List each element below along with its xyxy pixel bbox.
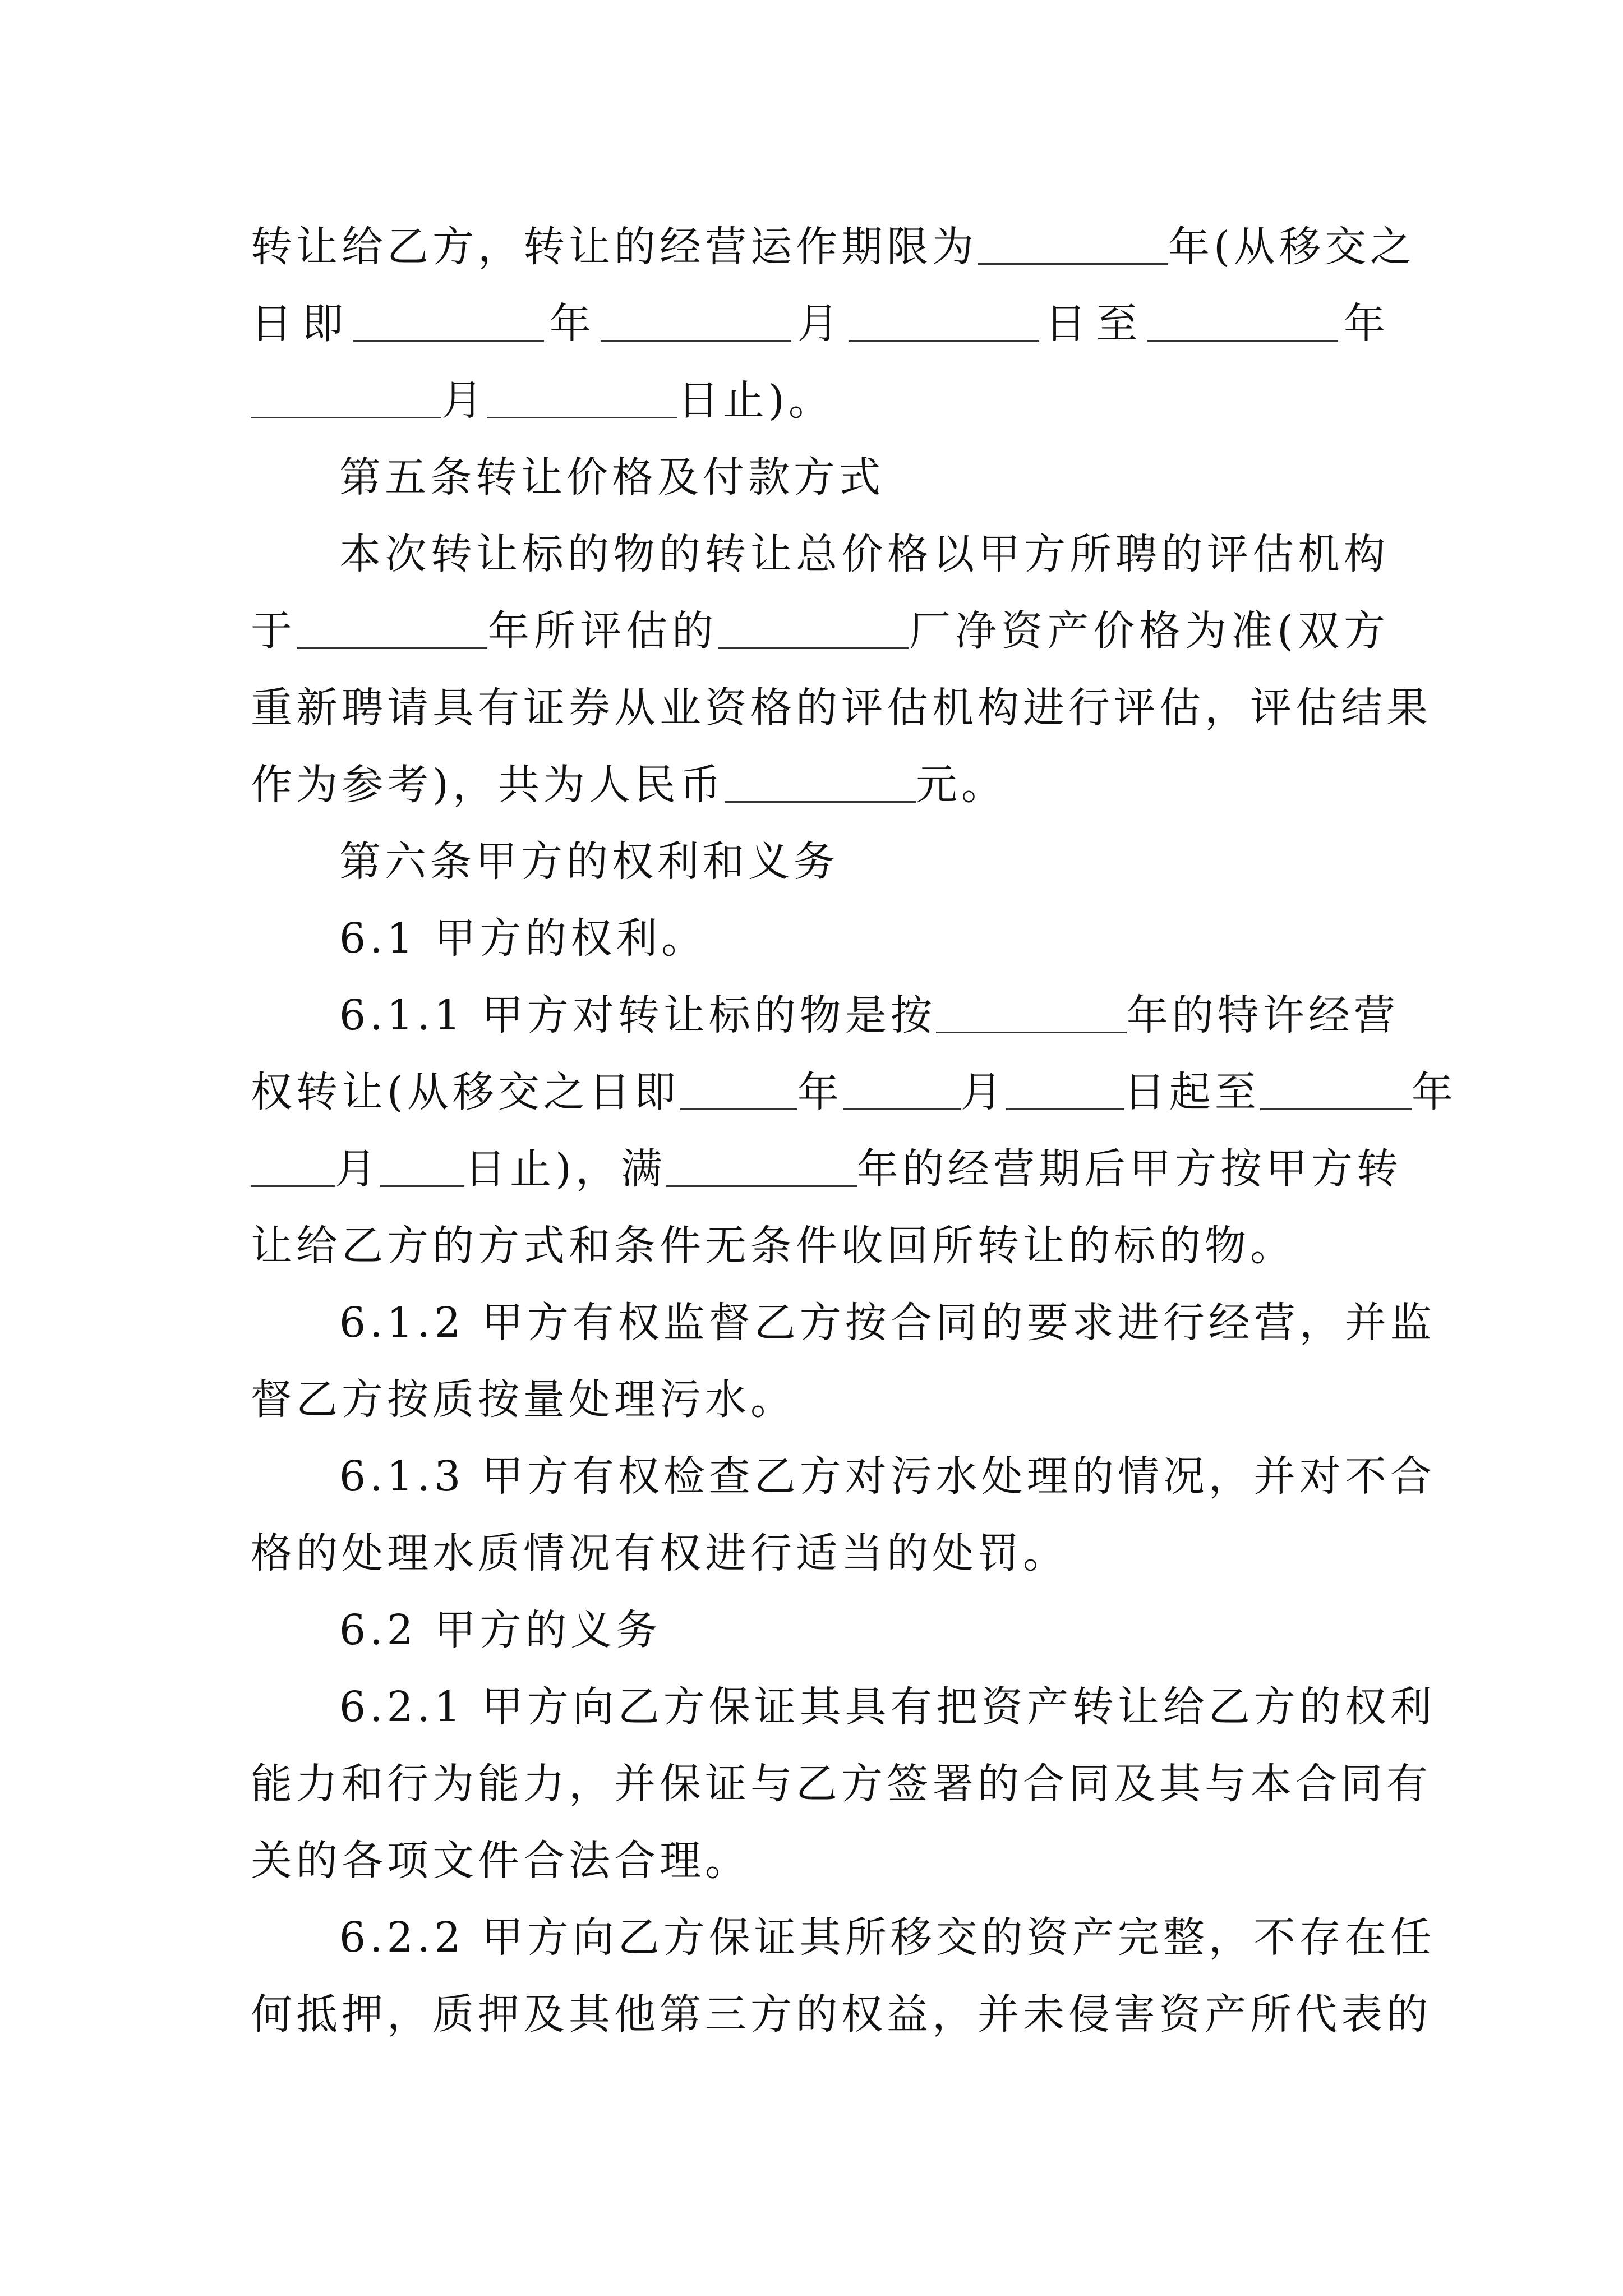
text-segment: 日即 — [251, 300, 353, 348]
text-segment: 第六条甲方的权利和义务 — [339, 838, 839, 886]
text-segment: 转让给乙方，转让的经营运作期限为 — [251, 223, 978, 271]
text-line — [251, 209, 1415, 286]
text-segment: 让给乙方的方式和条件无条件收回所转让的标的物。 — [251, 1222, 1295, 1270]
fill-blank[interactable] — [487, 379, 677, 418]
text-segment: 第五条转让价格及付款方式 — [339, 453, 884, 501]
text-segment: 关的各项文件合法合理。 — [251, 1837, 750, 1885]
text-line — [251, 362, 1389, 439]
text-segment: 日起至 — [1123, 1068, 1260, 1116]
fill-blank[interactable] — [849, 302, 1039, 342]
text-segment: 年的经营期后甲方按甲方转 — [856, 1145, 1402, 1193]
text-segment: 日止)，满 — [464, 1145, 666, 1193]
text-segment: 厂净资产价格为准(双方 — [909, 607, 1390, 655]
text-segment: 作为参考)，共为人民币 — [251, 761, 725, 809]
text-segment: 6.1 甲方的权利。 — [339, 914, 707, 963]
text-line — [251, 1515, 1389, 1592]
text-segment: 年 — [1411, 1068, 1457, 1116]
fill-blank[interactable] — [353, 302, 544, 342]
text-line — [251, 1823, 1389, 1899]
text-segment: 本次转让标的物的转让总价格以甲方所聘的评估机构 — [339, 530, 1389, 578]
fill-blank[interactable] — [936, 993, 1127, 1033]
text-segment: 6.1.3 甲方有权检查乙方对污水处理的情况，并对不合 — [339, 1452, 1436, 1501]
text-line — [251, 1976, 1432, 2053]
text-segment: 年的特许经营 — [1126, 991, 1399, 1039]
text-segment: 6.1.2 甲方有权监督乙方按合同的要求进行经营，并监 — [339, 1299, 1436, 1347]
text-segment: 月 — [791, 300, 849, 348]
text-segment: 年 — [543, 300, 601, 348]
text-segment: 于 — [251, 607, 297, 655]
text-segment: 6.1.1 甲方对转让标的物是按 — [339, 991, 936, 1039]
text-segment: 督乙方按质按量处理污水。 — [251, 1375, 796, 1424]
text-segment: 6.2.2 甲方向乙方保证其所移交的资产完整，不存在任 — [339, 1913, 1436, 1962]
text-segment: 能力和行为能力，并保证与乙方签署的合同及其与本合同有 — [251, 1760, 1432, 1808]
text-segment: 月 — [335, 1145, 380, 1193]
subsection-heading — [251, 1592, 1389, 1669]
text-line — [251, 1054, 1457, 1131]
fill-blank[interactable] — [1260, 1070, 1412, 1110]
fill-blank[interactable] — [680, 1070, 797, 1110]
fill-blank[interactable] — [1006, 1070, 1124, 1110]
fill-blank[interactable] — [843, 1070, 961, 1110]
fill-blank[interactable] — [380, 1147, 464, 1187]
text-segment: 何抵押，质押及其他第三方的权益，并未侵害资产所代表的 — [251, 1990, 1432, 2039]
fill-blank[interactable] — [978, 225, 1168, 265]
text-line — [251, 1131, 1402, 1208]
document-body — [251, 209, 1457, 2053]
text-line — [251, 286, 1389, 362]
text-segment: 格的处理水质情况有权进行适当的处罚。 — [251, 1529, 1068, 1577]
text-segment: 元。 — [915, 761, 1007, 809]
text-line — [251, 516, 1389, 593]
text-line — [251, 593, 1389, 670]
text-segment: 年 — [797, 1068, 843, 1116]
text-segment: 权转让(从移交之日即 — [251, 1068, 680, 1116]
text-line — [251, 1746, 1432, 1823]
text-line — [251, 1208, 1389, 1285]
text-line — [251, 1669, 1436, 1746]
fill-blank[interactable] — [251, 379, 441, 418]
text-segment: 月 — [960, 1068, 1006, 1116]
fill-blank[interactable] — [251, 1147, 335, 1187]
fill-blank[interactable] — [297, 609, 487, 649]
section-heading — [251, 823, 1389, 900]
fill-blank[interactable] — [718, 609, 909, 649]
fill-blank[interactable] — [1147, 302, 1338, 342]
text-segment: 日止)。 — [677, 376, 834, 425]
text-segment: 年 — [1338, 300, 1390, 348]
text-line — [251, 1361, 1389, 1438]
text-line — [251, 1899, 1436, 1976]
text-line — [251, 977, 1399, 1054]
section-heading — [251, 439, 1389, 516]
text-line — [251, 1285, 1436, 1361]
text-segment: 月 — [441, 376, 487, 425]
text-segment: 6.2 甲方的义务 — [339, 1606, 662, 1654]
text-line — [251, 670, 1432, 747]
text-segment: 年(从移交之 — [1168, 223, 1415, 271]
text-segment: 日至 — [1039, 300, 1147, 348]
fill-blank[interactable] — [601, 302, 791, 342]
text-segment: 6.2.1 甲方向乙方保证其具有把资产转让给乙方的权利 — [339, 1683, 1436, 1731]
text-segment: 年所评估的 — [487, 607, 718, 655]
text-segment: 重新聘请具有证券从业资格的评估机构进行评估，评估结果 — [251, 684, 1432, 732]
text-line — [251, 1438, 1436, 1515]
text-line — [251, 747, 1389, 823]
fill-blank[interactable] — [666, 1147, 857, 1187]
subsection-heading — [251, 900, 1389, 977]
fill-blank[interactable] — [725, 763, 916, 803]
